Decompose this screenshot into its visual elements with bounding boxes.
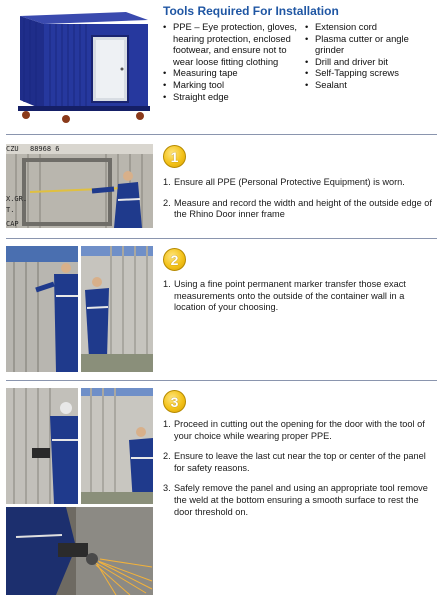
container-side-code-3: CAP	[6, 220, 19, 228]
step-1-badge-icon: 1	[163, 145, 186, 168]
step-item	[163, 483, 435, 518]
step-item	[163, 279, 435, 314]
step-3-badge-icon: 3	[163, 390, 186, 413]
step-item	[163, 198, 435, 221]
step2-marking-photo-left	[6, 246, 78, 372]
step-item	[163, 177, 435, 189]
step3-cutting-photo-left	[6, 388, 78, 504]
section-3-steps	[163, 419, 435, 527]
step-number: 2.	[163, 451, 171, 462]
tools-list-right	[305, 21, 433, 91]
step-number: 3.	[163, 483, 171, 494]
tool-item: • Extension cord	[305, 21, 433, 33]
tool-item: • Sealant	[305, 79, 433, 91]
section-divider	[6, 134, 437, 135]
container-side-code-1: X.GR.	[6, 195, 28, 203]
container-number-label: 88968 6	[30, 145, 60, 153]
tool-item: • PPE – Eye protection, gloves, hearing protection, enclosed footwear, and ensure not to wear loose fitting clothing	[163, 21, 298, 67]
step-number: 1.	[163, 177, 171, 187]
tool-item: • Marking tool	[163, 79, 298, 91]
step1-measuring-photo	[6, 144, 153, 228]
section-1-steps	[163, 177, 435, 230]
step2-marking-photo-right	[81, 246, 153, 372]
tools-list-left	[163, 21, 298, 102]
container-photo	[6, 6, 154, 127]
step3-cutting-photo-right	[81, 388, 153, 504]
container-code-label: CZU	[6, 145, 19, 153]
step-item	[163, 451, 435, 474]
step-item	[163, 419, 435, 442]
tool-item: • Plasma cutter or angle grinder	[305, 33, 433, 56]
tool-item: • Drill and driver bit	[305, 56, 433, 68]
section-2-steps	[163, 279, 435, 323]
step-number: 1.	[163, 279, 171, 289]
tool-item: • Measuring tape	[163, 67, 298, 79]
step-text: Safely remove the panel and using an appropriate tool remove the weld at the bottom ensuring a smooth surface to rest the door threshold on.	[174, 483, 428, 517]
container-side-code-2: T.	[6, 206, 15, 214]
step-number: 1.	[163, 419, 171, 429]
step-text: Ensure to leave the last cut near the top or center of the panel for safety reasons.	[174, 451, 426, 473]
step-text: Ensure all PPE (Personal Protective Equipment) is worn.	[174, 177, 405, 187]
step-text: Using a fine point permanent marker transfer those exact measurements onto the outside of the container wall in a location of your choosing.	[174, 279, 406, 313]
tool-item: • Self-Tapping screws	[305, 67, 433, 79]
step3-grinding-sparks-photo	[6, 507, 153, 595]
tools-title: Tools Required For Installation	[163, 4, 339, 18]
tool-item: • Straight edge	[163, 91, 298, 103]
step-number: 2.	[163, 197, 171, 208]
step-2-badge-icon: 2	[163, 248, 186, 271]
section-divider	[6, 238, 437, 239]
step-text: Proceed in cutting out the opening for the door with the tool of your choice while wearing proper PPE.	[174, 419, 425, 441]
step-text: Measure and record the width and height of the outside edge of the Rhino Door inner frame	[174, 197, 432, 220]
section-divider	[6, 380, 437, 381]
